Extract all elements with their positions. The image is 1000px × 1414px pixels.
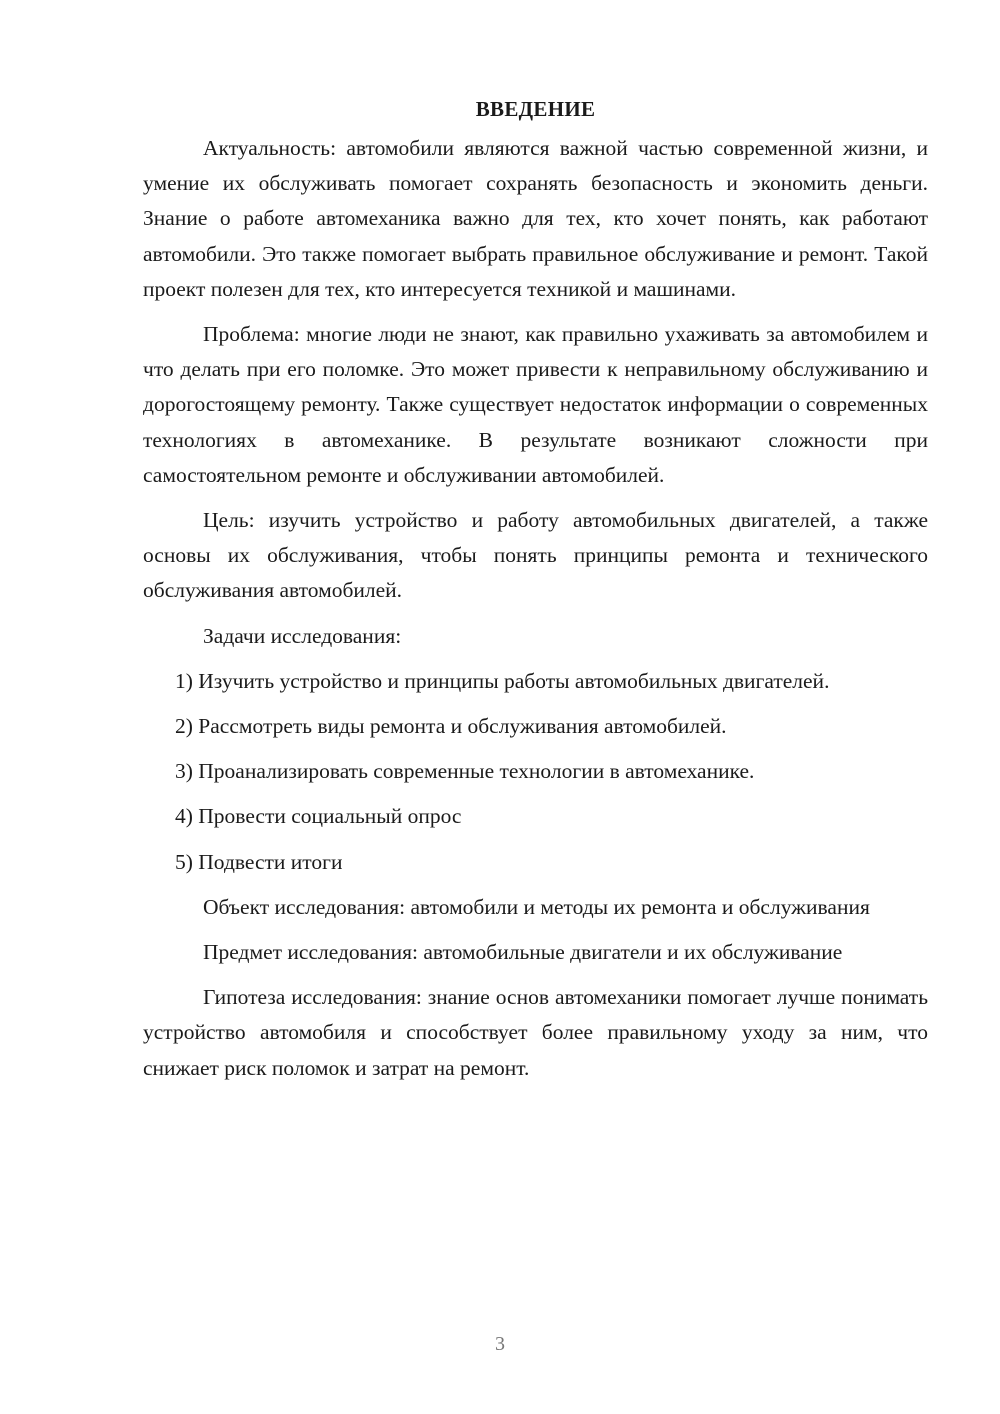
page-title: ВВЕДЕНИЕ — [475, 97, 596, 121]
paragraph-goal: Цель: изучить устройство и работу автомобильных двигателей, а также основы их обслуживания, чтобы понять принципы ремонта и технического обслуживания автомобилей. — [143, 508, 928, 603]
task-item: 2) Рассмотреть виды ремонта и обслуживания автомобилей. — [175, 714, 727, 739]
paragraph-hypothesis: Гипотеза исследования: знание основ автомеханики помогает лучше понимать устройство автомобиля и способствует более правильному уходу за ним, что снижает риск поломок и затрат на ремонт. — [143, 985, 928, 1080]
task-item: 3) Проанализировать современные технологии в автомеханике. — [175, 759, 755, 784]
paragraph-subject: Предмет исследования: автомобильные двигатели и их обслуживание — [203, 940, 843, 965]
paragraph-relevance: Актуальность: автомобили являются важной частью современной жизни, и умение их обслуживать помогает сохранять безопасность и экономить деньги. Знание о работе автомеханика важно для тех, кто хочет понять, как работают автомобили. Это также помогает выбрать правильное обслуживание и ремонт. Такой проект полезен для тех, кто интересуется техникой и машинами. — [143, 136, 928, 301]
paragraph-problem: Проблема: многие люди не знают, как правильно ухаживать за автомобилем и что делать при его поломке. Это может привести к неправильному обслуживанию и дорогостоящему ремонту. Также существует недостаток информации о современных технологиях в автомеханике. В результате возникают сложности при самостоятельном ремонте и обслуживании автомобилей. — [143, 322, 928, 487]
task-item: 4) Провести социальный опрос — [175, 804, 462, 829]
task-item: 5) Подвести итоги — [175, 849, 343, 874]
page-number: 3 — [495, 1333, 505, 1355]
tasks-heading: Задачи исследования: — [203, 623, 402, 648]
tasks-list — [143, 664, 928, 880]
task-item: 1) Изучить устройство и принципы работы автомобильных двигателей. — [175, 668, 830, 693]
paragraph-object: Объект исследования: автомобили и методы их ремонта и обслуживания — [203, 894, 870, 919]
page-content — [143, 92, 928, 1096]
